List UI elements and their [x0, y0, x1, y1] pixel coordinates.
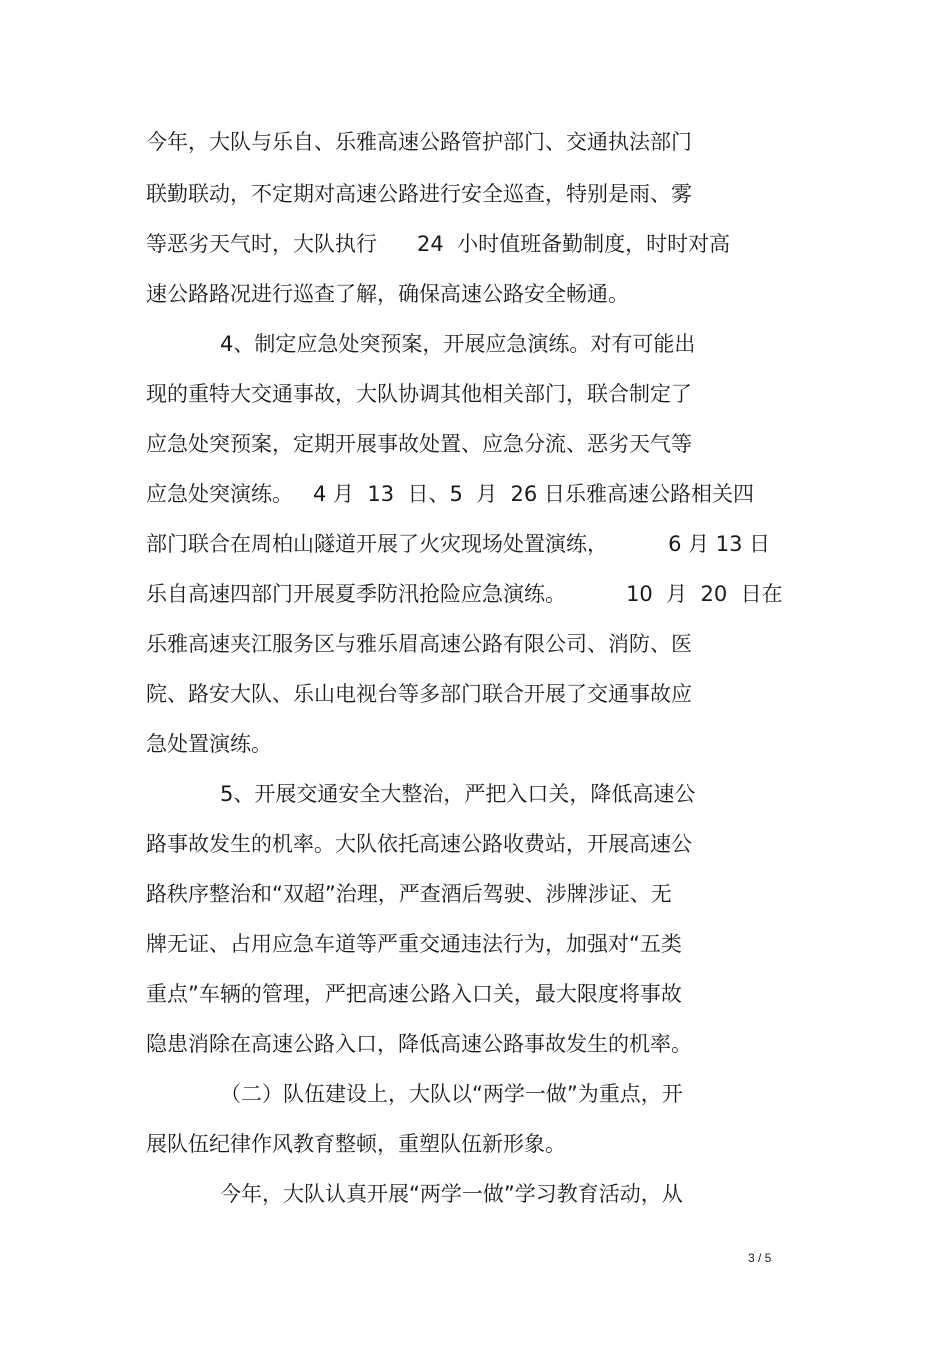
text-line-8: 应急处突演练。 4 月 13 日、5 月 26 日乐雅高速公路相关四	[146, 482, 754, 506]
text-line-6: 现的重特大交通事故，大队协调其他相关部门，联合制定了	[146, 382, 692, 406]
text-line-4: 速公路路况进行巡查了解，确保高速公路安全畅通。	[146, 282, 629, 306]
text-line-22: 今年，大队认真开展“两学一做”学习教育活动，从	[220, 1182, 683, 1206]
text-line-16: 路秩序整治和“双超”治理，严查酒后驾驶、涉牌涉证、无	[146, 882, 672, 906]
text-line-13: 急处置演练。	[146, 732, 272, 756]
text-line-17: 牌无证、占用应急车道等严重交通违法行为，加强对“五类	[146, 932, 682, 956]
page-number: 3 / 5	[748, 1251, 772, 1265]
text-line-21: 展队伍纪律作风教育整顿，重塑队伍新形象。	[146, 1132, 566, 1156]
text-line-12: 院、路安大队、乐山电视台等多部门联合开展了交通事故应	[146, 682, 692, 706]
text-line-2: 联勤联动，不定期对高速公路进行安全巡查，特别是雨、雾	[146, 182, 692, 206]
text-line-18: 重点”车辆的管理，严把高速公路入口关，最大限度将事故	[146, 982, 682, 1006]
text-line-7: 应急处突预案，定期开展事故处置、应急分流、恶劣天气等	[146, 432, 692, 456]
text-line-3: 等恶劣天气时，大队执行 24 小时值班备勤制度，时时对高	[146, 232, 731, 256]
text-line-14: 5、开展交通安全大整治，严把入口关，降低高速公	[220, 782, 696, 806]
text-line-20: （二）队伍建设上，大队以“两学一做”为重点，开	[220, 1082, 683, 1106]
text-line-1: 今年，大队与乐自、乐雅高速公路管护部门、交通执法部门	[146, 130, 692, 154]
text-line-11: 乐雅高速夹江服务区与雅乐眉高速公路有限公司、消防、医	[146, 632, 692, 656]
text-line-15: 路事故发生的机率。大队依托高速公路收费站，开展高速公	[146, 832, 692, 856]
text-line-19: 隐患消除在高速公路入口，降低高速公路事故发生的机率。	[146, 1032, 692, 1056]
text-line-5: 4、制定应急处突预案，开展应急演练。对有可能出	[220, 332, 696, 356]
text-line-10: 乐自高速四部门开展夏季防汛抢险应急演练。 10 月 20 日在	[146, 582, 783, 606]
text-line-9: 部门联合在周柏山隧道开展了火灾现场处置演练， 6 月 13 日	[146, 532, 771, 556]
